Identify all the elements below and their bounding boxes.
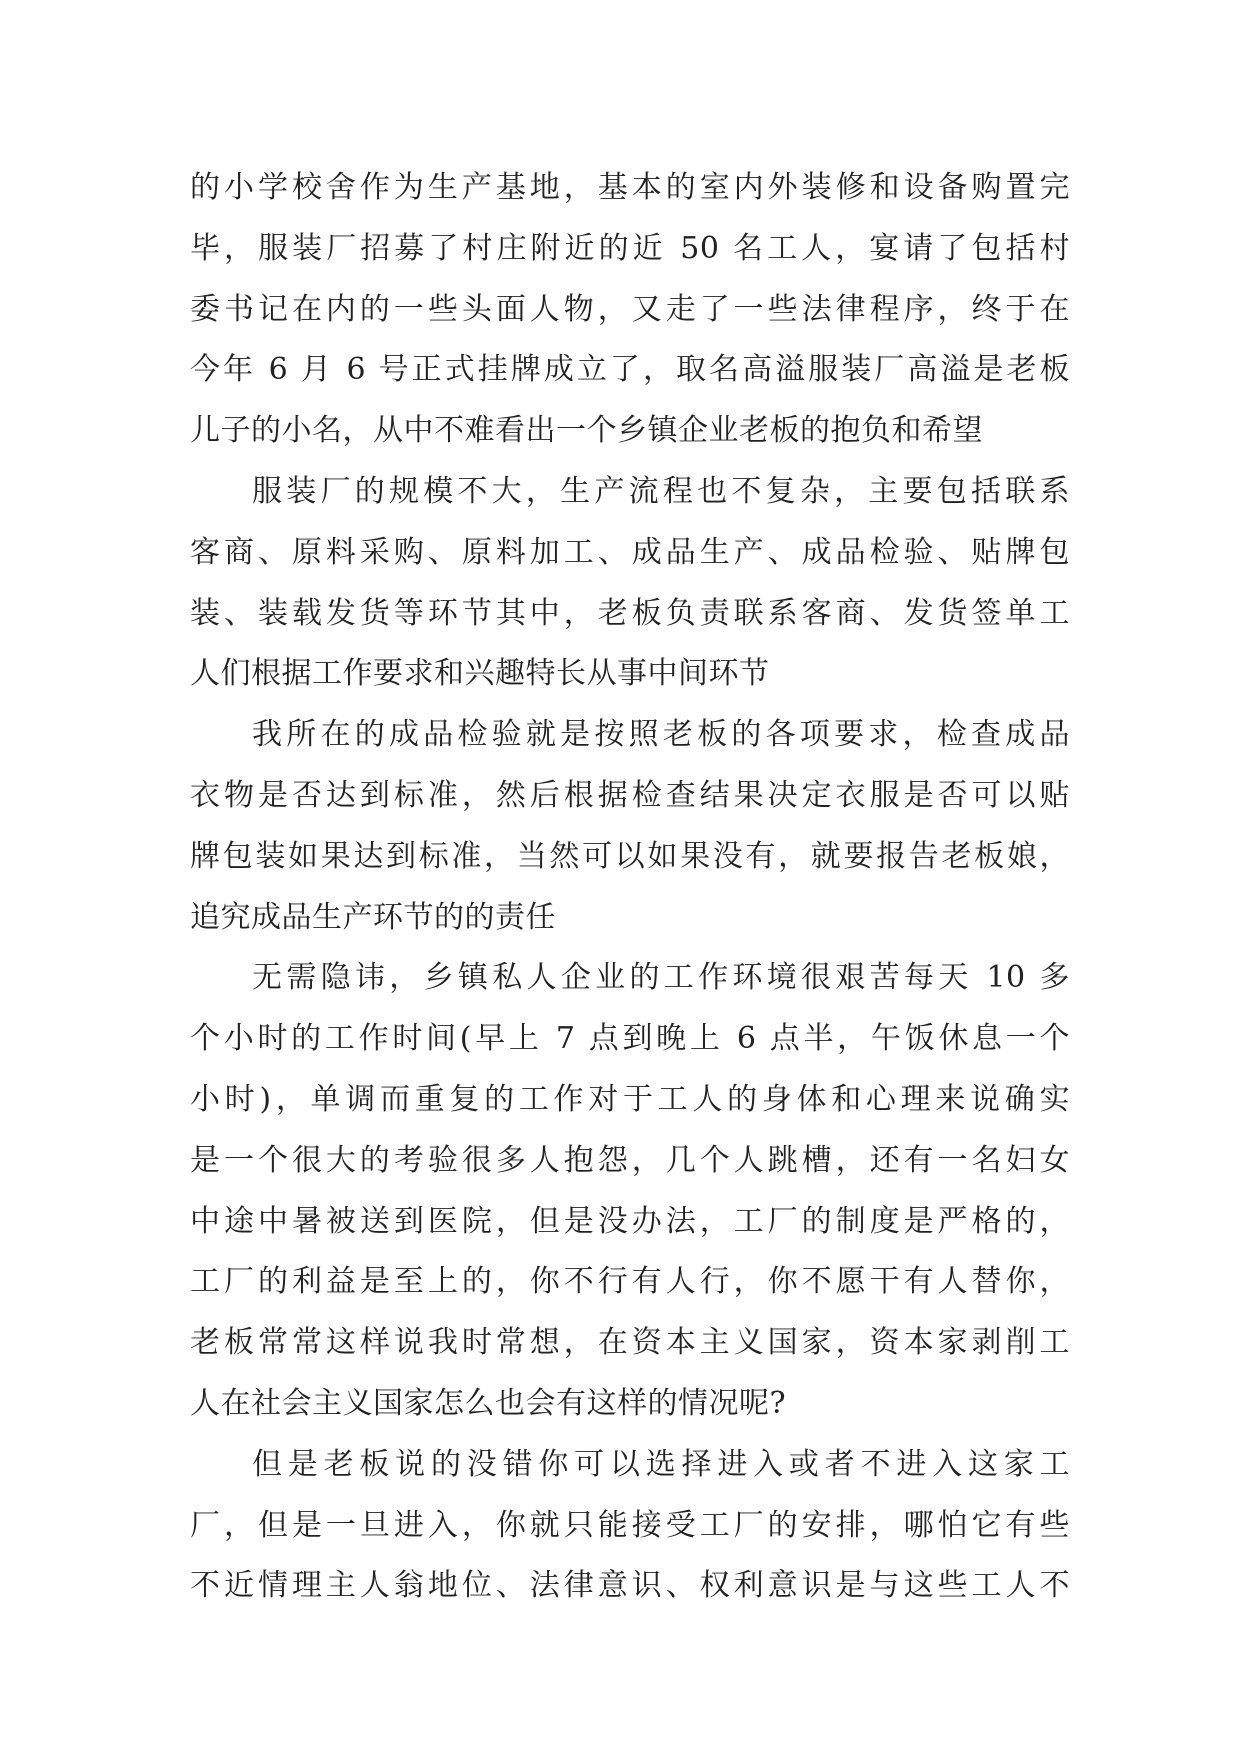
text-line: 我所在的成品检验就是按照老板的各项要求，检查成品 bbox=[252, 717, 1070, 753]
text-line: 老板常常这样说我时常想，在资本主义国家，资本家剥削工 bbox=[190, 1325, 1070, 1361]
text-line: 毕，服装厂招募了村庄附近的近 50 名工人，宴请了包括村 bbox=[190, 230, 1070, 266]
text-line: 个小时的工作时间(早上 7 点到晚上 6 点半，午饭休息一个 bbox=[190, 1021, 1070, 1057]
text-line: 装、装载发货等环节其中，老板负责联系客商、发货签单工 bbox=[190, 595, 1070, 631]
text-line: 不近情理主人翁地位、法律意识、权利意识是与这些工人不 bbox=[190, 1568, 1070, 1604]
text-line: 人在社会主义国家怎么也会有这样的情况呢? bbox=[190, 1385, 787, 1421]
text-line: 服装厂的规模不大，生产流程也不复杂，主要包括联系 bbox=[252, 473, 1070, 509]
text-line: 今年 6 月 6 号正式挂牌成立了，取名高溢服装厂高溢是老板 bbox=[190, 352, 1070, 388]
text-line: 人们根据工作要求和兴趣特长从事中间环节 bbox=[190, 656, 770, 692]
text-line: 牌包装如果达到标准，当然可以如果没有，就要报告老板娘， bbox=[190, 838, 1070, 874]
text-line: 衣物是否达到标准，然后根据检查结果决定衣服是否可以贴 bbox=[190, 777, 1070, 813]
text-line: 追究成品生产环节的的责任 bbox=[190, 899, 556, 935]
text-line: 客商、原料采购、原料加工、成品生产、成品检验、贴牌包 bbox=[190, 534, 1070, 570]
text-line: 的小学校舍作为生产基地，基本的室内外装修和设备购置完 bbox=[190, 170, 1070, 205]
text-line: 但是老板说的没错你可以选择进入或者不进入这家工 bbox=[252, 1446, 1070, 1482]
text-line: 儿子的小名，从中不难看出一个乡镇企业老板的抱负和希望 bbox=[190, 413, 983, 449]
document-body bbox=[190, 158, 1070, 1617]
text-line: 小时)，单调而重复的工作对于工人的身体和心理来说确实 bbox=[190, 1081, 1070, 1117]
text-line: 厂，但是一旦进入，你就只能接受工厂的安排，哪怕它有些 bbox=[190, 1507, 1070, 1543]
text-line: 委书记在内的一些头面人物，又走了一些法律程序，终于在 bbox=[190, 291, 1070, 327]
text-line: 中途中暑被送到医院，但是没办法，工厂的制度是严格的， bbox=[190, 1203, 1070, 1239]
text-line: 工厂的利益是至上的，你不行有人行，你不愿干有人替你， bbox=[190, 1264, 1070, 1300]
text-line: 是一个很大的考验很多人抱怨，几个人跳槽，还有一名妇女 bbox=[190, 1142, 1070, 1178]
text-line: 无需隐讳，乡镇私人企业的工作环境很艰苦每天 10 多 bbox=[252, 960, 1070, 996]
